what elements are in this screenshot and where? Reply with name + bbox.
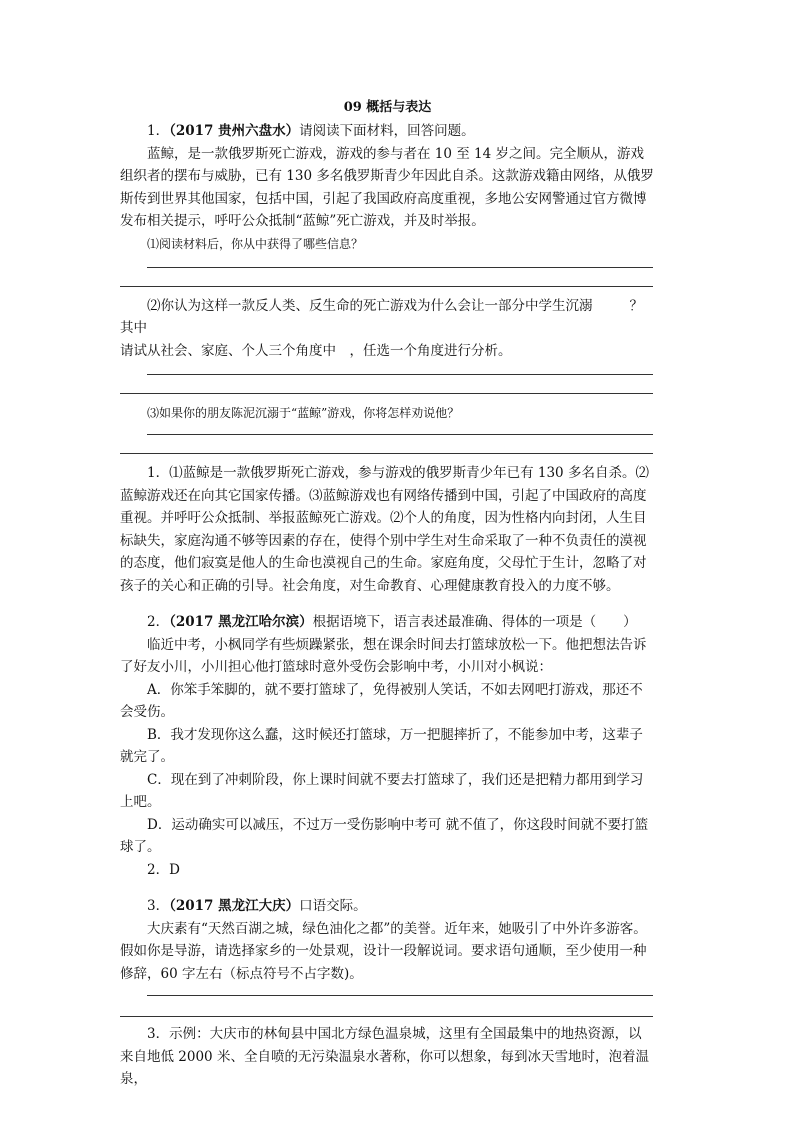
question-number: 1． xyxy=(147,123,170,139)
question-source: （2017 黑龙江大庆） xyxy=(169,898,300,914)
question-1-sub1: ⑴阅读材料后，你从中获得了哪些信息？ xyxy=(147,236,364,251)
question-1-sub2-text: ⑵你认为这样一款反人类、反生命的死亡游戏为什么会让一部分中学生沉溺其中 xyxy=(120,297,593,336)
option-d: D．运动确实可以减压，不过万一受伤影响中考可 就不值了，你这段时间就不要打篮球了。 xyxy=(120,816,649,855)
answer-1: 1．⑴蓝鲸是一款俄罗斯死亡游戏，参与游戏的俄罗斯青少年已有 130 多名自杀。⑵蓝鲸游戏还在向其它国家传播。⑶蓝鲸游戏也有网络传播到中国，引起了中国政府的高度重视。并呼吁公众抵制、举报蓝鲸死亡游戏。⑵个人的角度，因为性格内向封闭，人生目标缺失，家庭沟通不够等因素的存在，使得个别中学生对生命采取了一种不负责任的漠视的态度，他们寂寞是他人的生命也漠视自己的生命。家庭角度，父母忙于生计，忽略了对孩子的关心和正确的引导。社会角度，对生命教育、心理健康教育投入的力度不够。 xyxy=(120,465,649,594)
question-2-context: 临近中考，小枫同学有些烦躁紧张，想在课余时间去打篮球放松一下。他把想法告诉了好友小川，小川担心他打篮球时意外受伤会影响中考，小川对小枫说： xyxy=(120,636,647,675)
document-page xyxy=(120,98,655,1091)
question-3-header xyxy=(120,895,655,918)
question-1-header xyxy=(120,120,655,143)
question-number: 3． xyxy=(147,898,170,914)
question-source: （2017 黑龙江哈尔滨） xyxy=(169,614,313,630)
question-source: （2017 贵州六盘水） xyxy=(169,123,300,139)
answer-3: 3．示例：大庆市的林甸县中国北方绿色温泉城，这里有全国最集中的地热资源，以来自地低 2000 米、全自喷的无污染温泉水著称，你可以想象，每到冰天雪地时，泡着温泉， xyxy=(120,1026,649,1087)
question-prompt: 口语交际。 xyxy=(299,898,367,914)
question-number: 2． xyxy=(147,614,170,630)
question-1-sub2 xyxy=(120,295,655,340)
option-a: A．你笨手笨脚的，就不要打篮球了，免得被别人笑话，不如去网吧打游戏，那还不会受伤。 xyxy=(120,681,643,720)
option-b: B．我才发现你这么蠢，这时候还打篮球，万一把腿摔折了，不能参加中考，这辈子就完了。 xyxy=(120,726,643,765)
page-title: 09 概括与表达 xyxy=(343,100,432,115)
question-mark: ？ xyxy=(629,297,643,314)
question-2-header xyxy=(120,611,655,634)
question-prompt: 请阅读下面材料，回答问题。 xyxy=(299,123,475,139)
question-prompt: 根据语境下，语言表述最准确、得体的一项是（ ） xyxy=(312,614,637,630)
question-1-sub2-cont: 请试从社会、家庭、个人三个角度中 ，任选一个角度进行分析。 xyxy=(120,342,512,359)
question-1-material: 蓝鲸，是一款俄罗斯死亡游戏，游戏的参与者在 10 至 14 岁之间。完全顺从，游戏组织者的摆布与威胁，已有 130 多名俄罗斯青少年因此自杀。这款游戏籍由网络，从俄罗斯传到世界其他国家，包括中国，引起了我国政府高度重视，多地公安网警通过官方微博发布相关提示，呼吁公众抵制“蓝鲸”死亡游戏，并及时举报。 xyxy=(120,145,654,229)
option-c: C．现在到了冲刺阶段，你上课时间就不要去打篮球了，我们还是把精力都用到学习上吧。 xyxy=(120,771,644,810)
question-3-text: 大庆素有“天然百湖之城，绿色油化之都”的美誉。近年来，她吸引了中外许多游客。假如你是导游，请选择家乡的一处景观，设计一段解说词。要求语句通顺，至少使用一种修辞，60 字左右（标点符号不占字数)。 xyxy=(120,920,647,982)
answer-2: 2．D xyxy=(147,861,180,878)
question-1-sub3: ⑶如果你的朋友陈泥沉溺于“蓝鲸”游戏，你将怎样劝说他？ xyxy=(147,406,460,420)
